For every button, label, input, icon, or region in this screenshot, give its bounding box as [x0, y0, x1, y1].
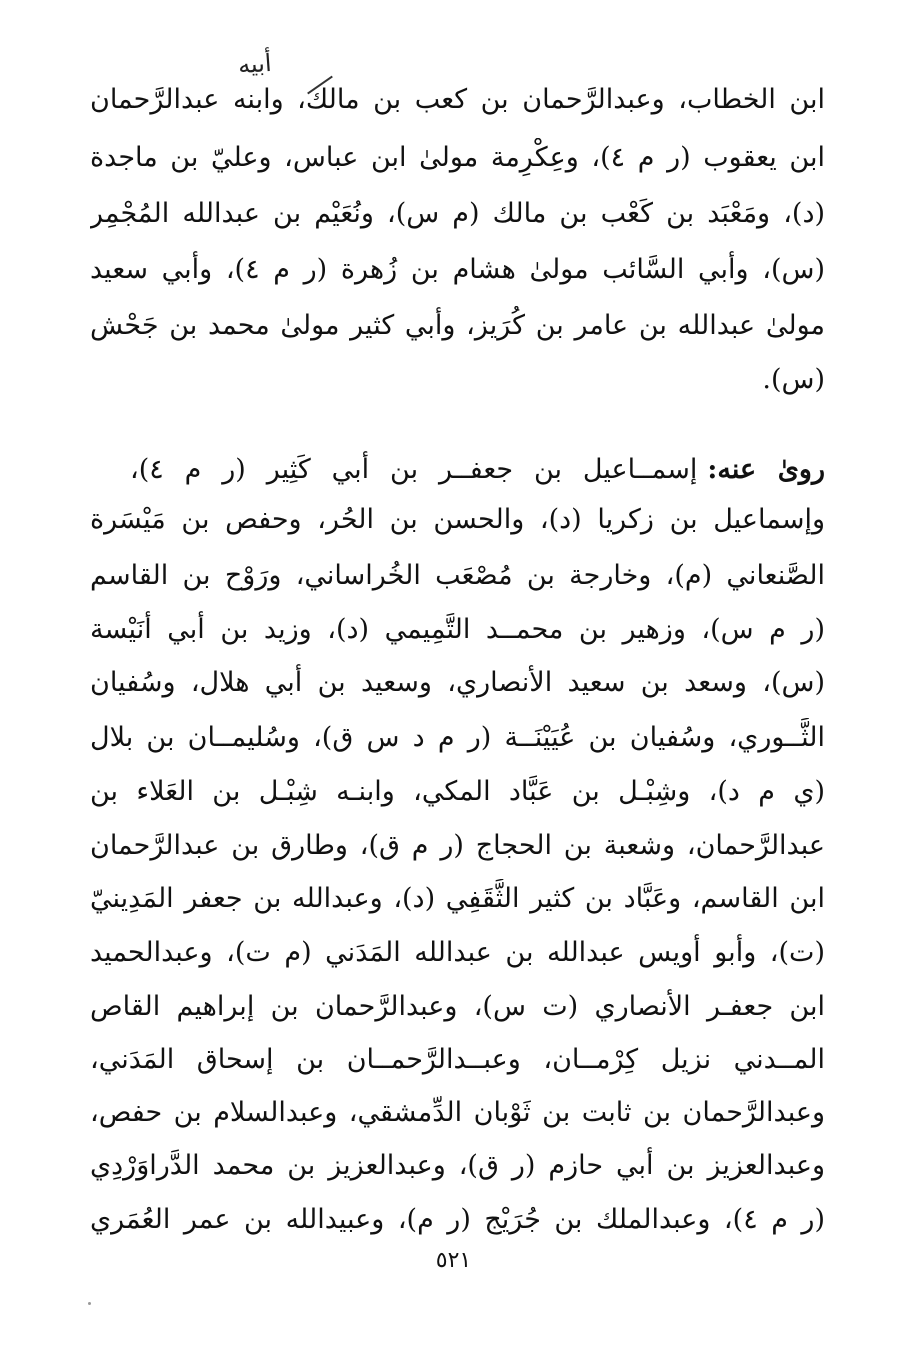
paragraph2-line-10: (ت)، وأبو أُويس عبدالله بن عبدالله المَدَني (م ت)، وعبدالحميد: [90, 937, 825, 968]
paragraph2-line-6: الثَّــوري، وسُفيان بن عُيَيْنَــة (ر م د س ق)، وسُليمــان بن بلال: [90, 722, 825, 753]
paragraph1-line-2: ابن يعقوب (ر م ٤)، وعِكْرِمة مولىٰ ابن عباس، وعليّ بن ماجدة: [90, 142, 825, 173]
paragraph2-heading: روىٰ عنه:: [707, 454, 825, 485]
page-number: ٥٢١: [435, 1248, 472, 1273]
paragraph2-line-1: [130, 450, 825, 490]
paragraph2-line-7: (ي م د)، وشِبْـل بن عَبَّاد المكي، وابنـه شِبْـل بن العَلاء بن: [90, 776, 825, 807]
paragraph2-line-14: وعبدالعزيز بن أبي حازم (ر ق)، وعبدالعزيز بن محمد الدَّراوَرْدِي: [90, 1150, 825, 1181]
speck: [88, 1302, 91, 1305]
paragraph2-line-9: ابن القاسم، وعَبَّاد بن كثير الثَّقَفِي (د)، وعبدالله بن جعفر المَدِينيّ: [90, 883, 825, 914]
paragraph2-line-13: وعبدالرَّحمان بن ثابت بن ثَوْبان الدِّمشقي، وعبدالسلام بن حفص،: [90, 1097, 825, 1128]
paragraph1-line-5: مولىٰ عبدالله بن عامر بن كُرَيز، وأبي كثير مولىٰ محمد بن جَحْش: [90, 310, 825, 341]
paragraph2-line-2: وإسماعيل بن زكريا (د)، والحسن بن الحُر، وحفص بن مَيْسَرة: [90, 504, 825, 535]
paragraph1-line-3: (د)، ومَعْبَد بن كَعْب بن مالك (م س)، ونُعَيْم بن عبدالله المُجْمِر: [90, 198, 825, 229]
paragraph1-line-4: (س)، وأبي السَّائب مولىٰ هشام بن زُهرة (ر م ٤)، وأبي سعيد: [90, 254, 825, 285]
paragraph2-line-5: (س)، وسعد بن سعيد الأنصاري، وسعيد بن أبي هلال، وسُفيان: [90, 667, 825, 698]
paragraph2-line-12: المــدني نزيل كِرْمــان، وعبــدالرَّحمــان بن إسحاق المَدَني،: [90, 1044, 825, 1075]
paragraph2-first-text: إسمــاعيل بن جعفــر بن أبي كَثِير (ر م ٤)،: [130, 454, 698, 485]
paragraph2-line-8: عبدالرَّحمان، وشعبة بن الحجاج (ر م ق)، وطارق بن عبدالرَّحمان: [90, 830, 825, 861]
handwritten-correction: أبيه: [237, 48, 273, 80]
paragraph1-line-6: (س).: [762, 364, 825, 395]
paragraph2-line-3: الصَّنعاني (م)، وخارجة بن مُصْعَب الخُراساني، ورَوْح بن القاسم: [90, 560, 825, 591]
paragraph2-line-11: ابن جعفـر الأنصاري (ت س)، وعبدالرَّحمان بن إبراهيم القاص: [90, 991, 825, 1022]
paragraph2-line-4: (ر م س)، وزهير بن محمــد التَّمِيمي (د)، وزيد بن أبي أُنَيْسة: [90, 614, 825, 645]
paragraph2-line-15: (ر م ٤)، وعبدالملك بن جُرَيْج (ر م)، وعبيدالله بن عمر العُمَري: [90, 1204, 825, 1235]
paragraph1-line-1: ابن الخطاب، وعبدالرَّحمان بن كعب بن مالك، وابنه عبدالرَّحمان: [90, 84, 825, 115]
